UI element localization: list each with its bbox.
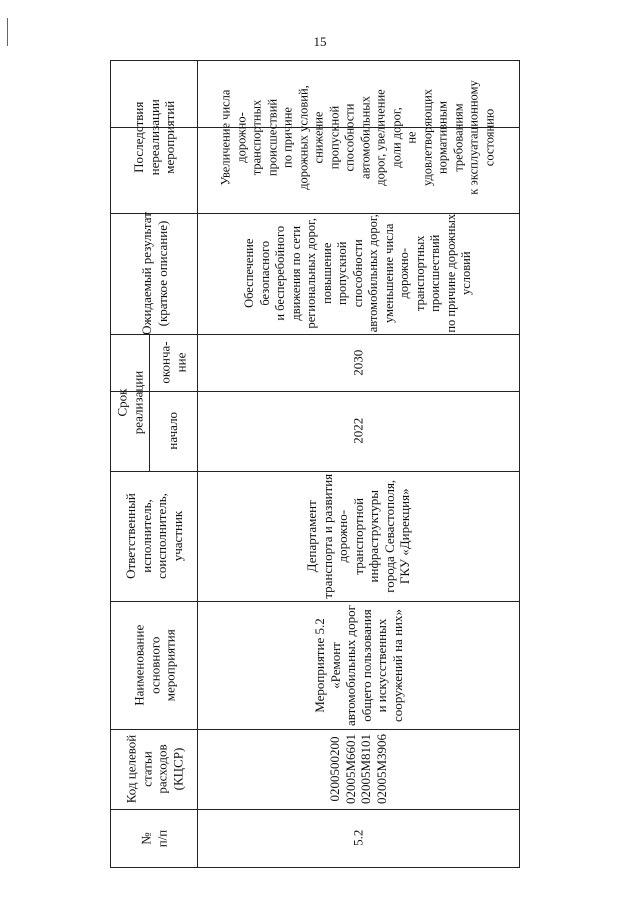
row-consequences xyxy=(197,61,519,213)
page-number: 15 xyxy=(313,34,327,49)
measures-table xyxy=(110,60,520,868)
header-result-text: Ожидаемый результат (краткое описание) xyxy=(138,212,169,335)
header-end-text: оконча- ние xyxy=(157,341,188,384)
header-num-text: № п/п xyxy=(138,829,169,847)
row-start-text: 2022 xyxy=(350,418,366,444)
row-result-text: Обеспечение безопасного и бесперебойного движения по сети региональных дорог, повышение пропускной способности автомобильных дорог, уменьшение числа дорожно- транспортных происшествий по причине дорожных условий xyxy=(241,214,473,333)
row-responsible xyxy=(197,471,519,601)
header-start-text: начало xyxy=(165,412,181,450)
header-name-text: Наименование основного мероприятия xyxy=(130,624,177,706)
row-responsible-text: Департамент транспорта и развития дорожно- транспортной инфраструктуры города Севастополя, ГКУ «Дирекция» xyxy=(303,473,412,599)
header-code xyxy=(111,729,197,809)
row-end xyxy=(197,334,519,391)
row-code xyxy=(197,729,519,809)
header-end xyxy=(149,334,197,391)
header-consequences xyxy=(111,61,197,213)
header-period-text: Срок реализации xyxy=(114,370,146,435)
row-result xyxy=(197,213,519,334)
header-result xyxy=(111,213,197,334)
row-name-text: Мероприятие 5.2 «Ремонт автомобильных дорог общего пользования и искусственных сооружений на них» xyxy=(311,604,404,726)
header-name xyxy=(111,601,197,729)
row-end-text: 2030 xyxy=(350,349,366,376)
margin-mark xyxy=(7,18,8,46)
header-responsible-text: Ответственный исполнитель, соисполнитель, участник xyxy=(123,493,185,579)
header-period xyxy=(111,334,149,471)
row-num xyxy=(197,809,519,867)
header-consequences-text: Последствия нереализации мероприятий xyxy=(130,98,177,176)
row-name xyxy=(197,601,519,729)
header-num xyxy=(111,809,197,867)
row-consequences-text: Увеличение числа дорожно- транспортных происшествий по причине дорожных условий, снижение пропускной способности автомобильных дорог, увеличение доли дорог, не удовлетворяющих нормативным требованиям к эксплуатационному состоянию xyxy=(218,79,496,195)
header-responsible xyxy=(111,471,197,601)
header-code-text: Код целевой статьи расходов (КЦСР) xyxy=(122,734,185,804)
row-num-text: 5.2 xyxy=(350,829,366,847)
header-start xyxy=(149,391,197,471)
row-start xyxy=(197,391,519,471)
row-code-text: 0200500200 02005М6601 02005М8101 02005М3906 xyxy=(327,733,389,805)
